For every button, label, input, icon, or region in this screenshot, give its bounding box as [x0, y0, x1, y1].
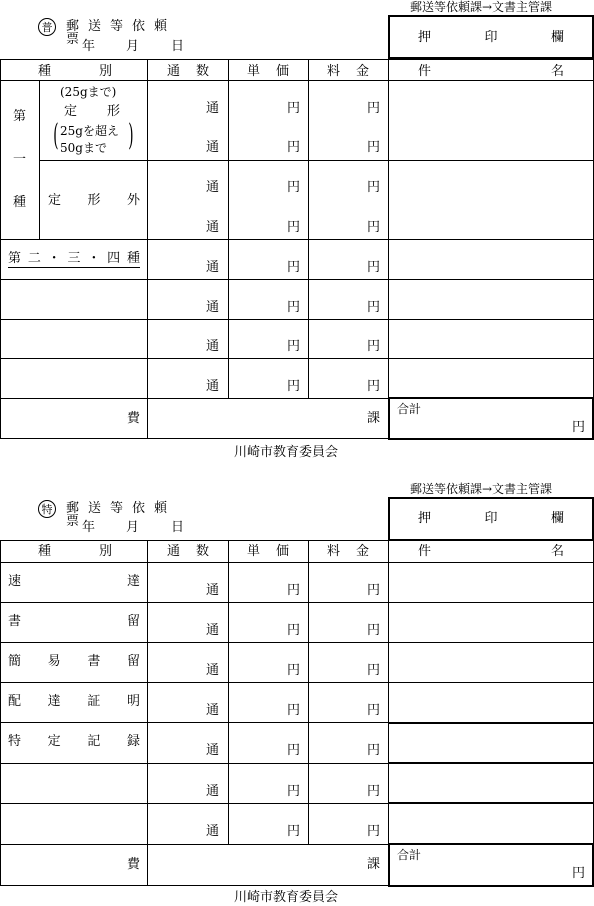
- first-class-char-3: 種: [13, 195, 27, 210]
- footer-org: 川崎市教育委員会: [234, 890, 339, 905]
- header-unit-price: 単 価: [247, 64, 289, 79]
- header-fee: 料 金: [327, 544, 369, 559]
- header-count: 通 数: [167, 544, 209, 559]
- close-paren-icon: ): [128, 118, 134, 153]
- date-year: 年: [82, 39, 96, 54]
- header-type: 種 別: [38, 64, 112, 79]
- expense-label: 費: [127, 411, 141, 426]
- routing-note: 郵送等依頼課→文書主管課: [410, 482, 553, 496]
- stamp-label: 押 印 欄: [418, 511, 564, 526]
- first-class-char-2: 一: [13, 152, 27, 167]
- date-day: 日: [171, 39, 185, 54]
- date-year: 年: [82, 520, 96, 535]
- regular-mail-seal-icon: 普: [38, 18, 56, 36]
- header-subject: 件 名: [418, 544, 564, 559]
- first-class-char-1: 第: [13, 109, 27, 124]
- section-label: 課: [367, 857, 381, 872]
- routing-note: 郵送等依頼課→文書主管課: [410, 0, 553, 14]
- simple-registered-label: 簡 易 書 留: [8, 654, 140, 669]
- express-label: 速 達: [8, 574, 140, 589]
- registered-label: 書 留: [8, 614, 140, 629]
- standard-weight: (25gまで): [60, 85, 117, 99]
- date-month: 月: [126, 520, 140, 535]
- delivery-certificate-label: 配 達 証 明: [8, 694, 140, 709]
- nonstandard-label: 定 形 外: [48, 193, 140, 208]
- total-yen: 円: [572, 866, 586, 881]
- expense-label: 費: [127, 857, 141, 872]
- total-label: 合計: [397, 402, 422, 416]
- over-25g: 25gを超え: [60, 124, 119, 138]
- special-mail-seal-icon: 特: [38, 500, 56, 518]
- title-text: 郵送等依頼票: [66, 501, 177, 529]
- header-count: 通 数: [167, 64, 209, 79]
- header-subject: 件 名: [418, 64, 564, 79]
- up-to-50g: 50gまで: [60, 141, 107, 155]
- header-fee: 料 金: [327, 64, 369, 79]
- standard-label: 定 形: [64, 104, 120, 119]
- footer-org: 川崎市教育委員会: [234, 445, 339, 460]
- header-type: 種 別: [38, 544, 112, 559]
- stamp-label: 押 印 欄: [418, 30, 564, 45]
- specified-record-label: 特 定 記 録: [8, 734, 140, 749]
- date-day: 日: [171, 520, 185, 535]
- section-label: 課: [367, 411, 381, 426]
- class-234-label: 第 二 ・ 三 ・ 四 種: [8, 251, 140, 266]
- open-paren-icon: (: [53, 118, 59, 153]
- total-yen: 円: [572, 420, 586, 435]
- total-label: 合計: [397, 848, 422, 862]
- date-month: 月: [126, 39, 140, 54]
- header-unit-price: 単 価: [247, 544, 289, 559]
- title-text: 郵送等依頼票: [66, 19, 177, 47]
